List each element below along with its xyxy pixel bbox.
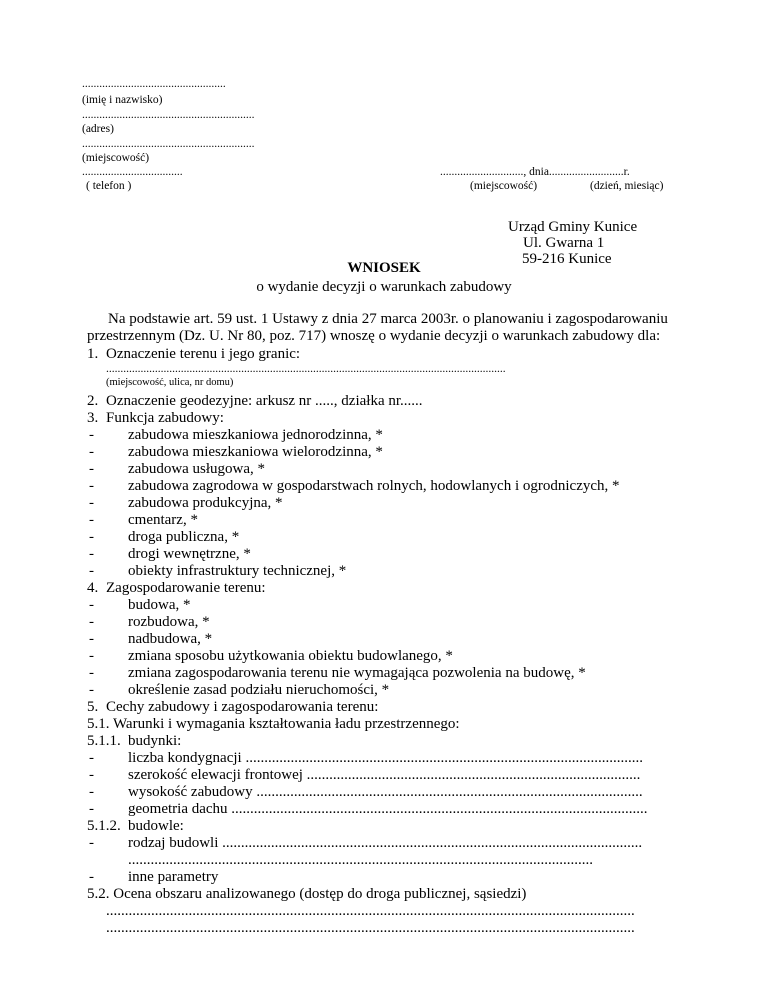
assessment-dots-2[interactable]: ............................................................................................................................................. xyxy=(106,920,635,936)
list-item-label: nadbudowa, * xyxy=(128,631,213,647)
assessment-dots-1[interactable]: ............................................................................................................................................. xyxy=(106,903,635,919)
section-2-number: 2. xyxy=(87,393,99,409)
list-item-label: rodzaj budowli ................................................................................................................ xyxy=(128,835,643,851)
section-5-1-1-label: budynki: xyxy=(128,733,182,749)
dash-marker: - xyxy=(89,495,94,511)
list-item-label: rozbudowa, * xyxy=(128,614,210,630)
section-5-1-label: 5.1. Warunki i wymagania kształtowania ładu przestrzennego: xyxy=(87,716,460,732)
section-5-number: 5. xyxy=(87,699,99,715)
dash-marker: - xyxy=(89,529,94,545)
section-4-number: 4. xyxy=(87,580,99,596)
list-item-label: zmiana zagospodarowania terenu nie wymagająca pozwolenia na budowę, * xyxy=(128,665,586,681)
dash-marker: - xyxy=(89,478,94,494)
dash-marker: - xyxy=(89,546,94,562)
list-item-label: szerokość elewacji frontowej ......................................................................................... xyxy=(128,767,641,783)
terrain-caption: (miejscowość, ulica, nr domu) xyxy=(106,377,234,388)
dash-marker: - xyxy=(89,784,94,800)
section-1-label: Oznaczenie terenu i jego granic: xyxy=(106,346,301,362)
terrain-field-dots[interactable]: ........................................................................................................................................... xyxy=(106,363,506,375)
section-3-label: Funkcja zabudowy: xyxy=(106,410,224,426)
section-5-1-1-number: 5.1.1. xyxy=(87,733,121,749)
dash-marker: - xyxy=(89,563,94,579)
section-4-label: Zagospodarowanie terenu: xyxy=(106,580,266,596)
intro-line2: przestrzennym (Dz. U. Nr 80, poz. 717) wnoszę o wydanie decyzji o warunkach zabudowy dla: xyxy=(87,328,661,344)
list-item-label: liczba kondygnacji .......................................................................................................... xyxy=(128,750,643,766)
list-item-label: inne parametry xyxy=(128,869,219,885)
section-5-1-2-number: 5.1.2. xyxy=(87,818,121,834)
dash-marker: - xyxy=(89,597,94,613)
dash-marker: - xyxy=(89,665,94,681)
recipient-line2: Ul. Gwarna 1 xyxy=(523,235,605,251)
section-1-number: 1. xyxy=(87,346,99,362)
recipient-line1: Urząd Gminy Kunice xyxy=(508,219,638,235)
structure-params-dots[interactable]: ............................................................................................................................ xyxy=(128,852,593,868)
document-subtitle: o wydanie decyzji o warunkach zabudowy xyxy=(256,279,512,295)
phone-field-dots[interactable]: ................................... xyxy=(82,166,183,178)
city-caption: (miejscowość) xyxy=(82,152,150,164)
dash-marker: - xyxy=(89,631,94,647)
dash-marker: - xyxy=(89,750,94,766)
dash-marker: - xyxy=(89,682,94,698)
name-caption: (imię i nazwisko) xyxy=(82,94,163,106)
dash-marker: - xyxy=(89,461,94,477)
list-item-label: geometria dachu ............................................................................................................... xyxy=(128,801,648,817)
address-field-dots[interactable]: ............................................................ xyxy=(82,109,255,121)
document-title: WNIOSEK xyxy=(347,260,421,276)
list-item-label: zabudowa zagrodowa w gospodarstwach rolnych, hodowlanych i ogrodniczych, * xyxy=(128,478,620,494)
dash-marker: - xyxy=(89,835,94,851)
date-caption: (dzień, miesiąc) xyxy=(590,180,664,192)
dash-marker: - xyxy=(89,427,94,443)
section-3-number: 3. xyxy=(87,410,99,426)
section-5-2-label: 5.2. Ocena obszaru analizowanego (dostęp do droga publicznej, sąsiedzi) xyxy=(87,886,527,902)
section-2-label: Oznaczenie geodezyjne: arkusz nr ....., działka nr...... xyxy=(106,393,423,409)
dash-marker: - xyxy=(89,801,94,817)
dash-marker: - xyxy=(89,444,94,460)
section-5-1-2-label: budowle: xyxy=(128,818,184,834)
list-item-label: budowa, * xyxy=(128,597,191,613)
list-item-label: cmentarz, * xyxy=(128,512,198,528)
phone-caption: ( telefon ) xyxy=(86,180,132,192)
list-item-label: wysokość zabudowy ....................................................................................................... xyxy=(128,784,643,800)
list-item-label: zabudowa mieszkaniowa jednorodzinna, * xyxy=(128,427,383,443)
address-caption: (adres) xyxy=(82,123,114,135)
list-item-label: droga publiczna, * xyxy=(128,529,240,545)
name-field-dots[interactable]: .................................................. xyxy=(82,78,226,90)
list-item-label: obiekty infrastruktury technicznej, * xyxy=(128,563,347,579)
list-item-label: zmiana sposobu użytkowania obiektu budowlanego, * xyxy=(128,648,453,664)
list-item-label: określenie zasad podziału nieruchomości, * xyxy=(128,682,390,698)
list-item-label: zabudowa usługowa, * xyxy=(128,461,266,477)
dash-marker: - xyxy=(89,869,94,885)
list-item-label: zabudowa produkcyjna, * xyxy=(128,495,283,511)
city-field-dots[interactable]: ............................................................ xyxy=(82,138,255,150)
recipient-line3: 59-216 Kunice xyxy=(522,251,612,267)
dash-marker: - xyxy=(89,512,94,528)
dash-marker: - xyxy=(89,614,94,630)
list-item-label: drogi wewnętrzne, * xyxy=(128,546,251,562)
place-caption: (miejscowość) xyxy=(470,180,538,192)
place-date-line[interactable]: ............................., dnia..........................r. xyxy=(440,166,630,178)
intro-line1: Na podstawie art. 59 ust. 1 Ustawy z dnia 27 marca 2003r. o planowaniu i zagospodarowaniu xyxy=(108,311,668,327)
list-item-label: zabudowa mieszkaniowa wielorodzinna, * xyxy=(128,444,383,460)
dash-marker: - xyxy=(89,767,94,783)
section-5-label: Cechy zabudowy i zagospodarowania terenu: xyxy=(106,699,379,715)
dash-marker: - xyxy=(89,648,94,664)
